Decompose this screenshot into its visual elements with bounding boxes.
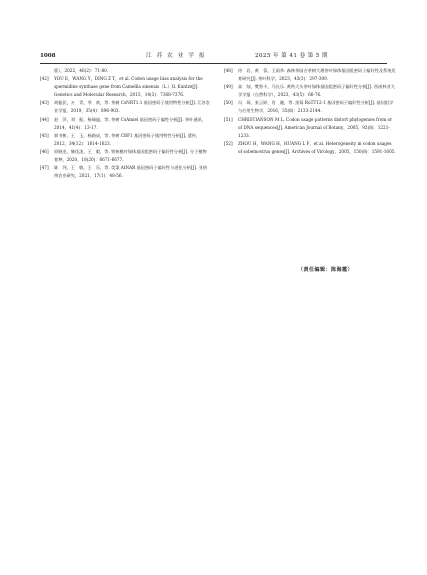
reference-number: [43] xyxy=(40,100,49,106)
reference-number: [52] xyxy=(224,140,233,146)
reference-text: YOU E，WANG Y，DING Z T，et al. Codon usage bias analysis for the spermidine synthase gene from Camellia sinensis（L.）O. Kuntze[J]. Genetics and Molecular Research，2015，14(3)：7368-7376. xyxy=(54,76,203,98)
reference-number: [51] xyxy=(224,116,233,122)
reference-number: [45] xyxy=(40,132,49,138)
reference-list-left xyxy=(40,67,210,180)
reference-text: 胡振民，万 青，李 欢，等. 茶树 CsNRT1.1 基因密码子使用特性分析[J]. 江苏农业学报，2019，35(4)：896-903. xyxy=(54,100,210,114)
reference-number: [46] xyxy=(40,148,49,154)
running-header xyxy=(40,50,387,62)
reference-number: [47] xyxy=(40,165,49,171)
reference-text: 郭书彬，王 玉，杨路成，等. 茶树 CBF1 基因密码子使用特性分析[J]. 遗传，2012，34(12)：1614-1623. xyxy=(54,132,201,146)
responsible-editor: （责任编辑：陈海霞） xyxy=(298,267,354,273)
header-rule xyxy=(40,63,387,64)
reference-item xyxy=(40,164,210,180)
reference-item xyxy=(224,99,396,115)
reference-text: ZHOU H，WANG H，HUANG L F，et al. Heterogeneity in codon usages of sobemovirus genes[J]. Archives of Virology，2005，150(8)：1591-1605. xyxy=(238,140,396,154)
reference-item xyxy=(40,99,210,115)
reference-text: CHRISTIANSON M L. Codon usage patterns distort phylogenies from or of DNA sequences[J]. American Journal of Botany，2005，92(8)：1221-1233. xyxy=(238,116,393,138)
reference-item xyxy=(40,148,210,164)
reference-item xyxy=(40,116,210,132)
reference-text: 高 灿，樊智卡，马长乐. 黄药大头茶叶绿体基因组密码子偏好性分析[J]. 西南林业大学学报（自然科学），2023，43(5)：66-76. xyxy=(238,84,395,98)
reference-item xyxy=(40,75,210,99)
reference-item xyxy=(224,67,396,83)
reference-list-right xyxy=(224,67,396,156)
reference-text: 赵 萍，刘 振，杨瑞迪，等. 茶树 CsAmiel 基因密码子偏性分析[J]. 茶叶通讯，2014，41(4)：13-17. xyxy=(54,116,206,130)
reference-item xyxy=(224,83,396,99)
reference-text: 原晓龙，赫佳泷，王 毅，等. 铁核桃叶绿体基因组密码子偏好性分析[J]. 分子植物育种，2020，18(20)：6671-6677. xyxy=(54,148,207,163)
reference-text: 陈 列，王 敏，王 乐，等. 荧菜 AtNAR 基因密码子偏好性与进化分析[J]. 亚热带农业研究，2021，17(1)：48-56. xyxy=(54,165,208,179)
reference-text: 冯 琛，张云婷，肖 婕，等. 黑莓 RuTT12-1 基因密码子偏好性分析[J]. 基因组学与应用生物学，2016，35(8)：2133-2144. xyxy=(238,100,394,114)
reference-text: 侍 岩，黄 蓉，王雨华. 森林茶园古茶树大理茶叶绿体基因组密码子偏好性及系统发育研究[J]. 茶叶科学，2023，43(3)：297-309. xyxy=(238,68,396,82)
reference-number: [42] xyxy=(40,76,49,82)
reference-number: [48] xyxy=(224,68,233,73)
reference-text: 版），2022，46(2)：71-80. xyxy=(54,68,109,73)
reference-number: [50] xyxy=(224,100,233,106)
reference-item xyxy=(224,116,396,140)
reference-number: [44] xyxy=(40,116,49,122)
reference-item xyxy=(40,132,210,148)
reference-item xyxy=(224,140,396,156)
reference-item xyxy=(40,67,210,75)
issue-info: 2025 年 第 41 卷 第 5 期 xyxy=(255,53,328,59)
journal-title: 江 苏 农 业 学 报 xyxy=(146,53,207,59)
reference-number: [49] xyxy=(224,84,233,90)
page-number: 1008 xyxy=(40,53,56,59)
